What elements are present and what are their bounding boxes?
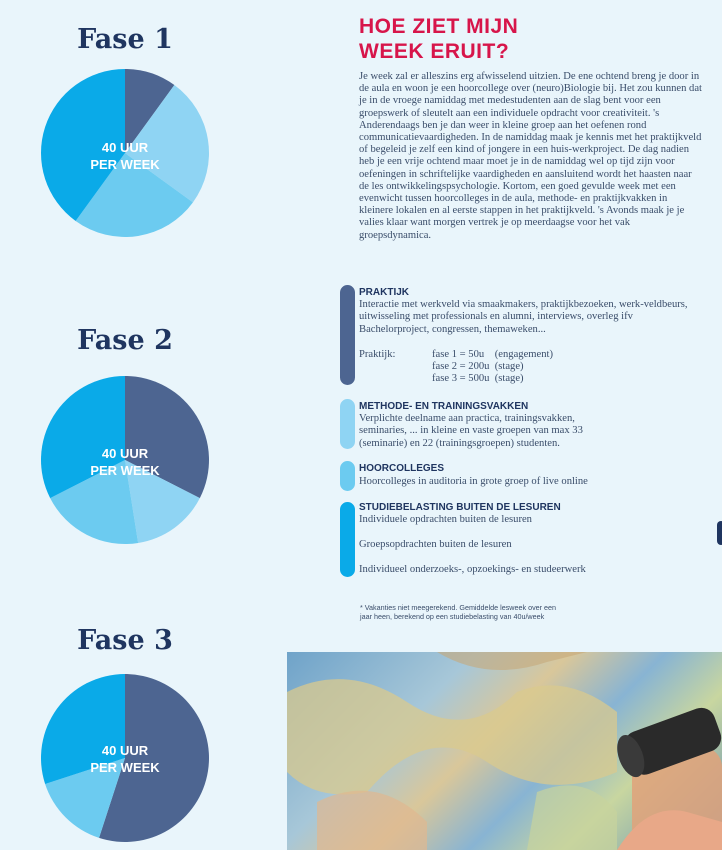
methode-title: METHODE- EN TRAININGSVAKKEN bbox=[359, 401, 529, 412]
photo-illustration bbox=[287, 652, 722, 850]
hoorcolleges-title: HOORCOLLEGES bbox=[359, 463, 445, 474]
praktijk-fase-3: fase 3 = 500u (stage) bbox=[432, 373, 524, 384]
praktijk-title: PRAKTIJK bbox=[359, 287, 410, 298]
footnote: * Vakanties niet meegerekend. Gemiddelde lesweek over een jaar heen, berekend op een studiebelasting van 40u/week bbox=[360, 603, 557, 621]
page-heading bbox=[359, 14, 659, 64]
pie-label-per-week: PER WEEK bbox=[90, 760, 160, 775]
fase-1-pie-label bbox=[40, 139, 210, 173]
intro-paragraph: Je week zal er alleszins erg afwisselend uitzien. De ene ochtend breng je door in de aula en woon je een hoorcollege over (neuro)Biologie bij. Het zou kunnen dat je in de vroege namiddag met medestudenten aan de slag bent voor een groepswerk of sleutelt aan een individuele opdracht voor creativiteit. 's Anderendaags ben je dan weer in kleine groep aan het oefenen rond communicatievaardigheden. In de namiddag maak je kennis met het praktijkveld of begeleid je zelf een kind of jongere in een huis-werkproject. De dag nadien heb je een vrije ochtend maar moet je in de namiddag wel op tijd zijn voor oefeningen in schriftelijke vaardigheden en aansluitend wordt het haasten naar de les ontwikkelingspsychologie. Kortom, een goed gevulde week met een evenwicht tussen hoorcolleges in de aula, methode- en praktijkvakken in kleinere lokalen en al eerste stappen in het praktijkveld. 's Avonds maak je je valies klaar want morgen vertrek je op meerdaagse voor het vak groepsdynamica. bbox=[359, 71, 703, 241]
pie-label-per-week: PER WEEK bbox=[90, 463, 160, 478]
pie-label-hours: 40 UUR bbox=[101, 743, 149, 758]
studiebelasting-item-1: Individuele opdrachten buiten de lesuren bbox=[359, 514, 532, 525]
pie-label-hours: 40 UUR bbox=[101, 446, 149, 461]
page-edge-tab bbox=[717, 521, 722, 545]
world-map-photo bbox=[287, 652, 722, 850]
praktijk-fase-2: fase 2 = 200u (stage) bbox=[432, 361, 524, 372]
fase-2-pie-label bbox=[40, 445, 210, 479]
studiebelasting-item-2: Groepsopdrachten buiten de lesuren bbox=[359, 539, 512, 550]
fase-3-pie-label bbox=[40, 742, 210, 776]
pie-label-hours: 40 UUR bbox=[101, 140, 149, 155]
fase-3-title: Fase 3 bbox=[77, 625, 173, 656]
methode-color-bar bbox=[340, 399, 355, 449]
praktijk-color-bar bbox=[340, 285, 355, 385]
studiebelasting-title: STUDIEBELASTING BUITEN DE LESUREN bbox=[359, 502, 561, 513]
page-heading-line-1: HOE ZIET MIJN bbox=[359, 15, 519, 38]
pie-label-per-week: PER WEEK bbox=[90, 157, 160, 172]
hoorcolleges-color-bar bbox=[340, 461, 355, 491]
praktijk-label: Praktijk: bbox=[359, 349, 396, 360]
fase-2-title: Fase 2 bbox=[77, 325, 173, 356]
methode-text: Verplichte deelname aan practica, trainingsvakken, seminaries, ... in kleine en vaste groepen van max 33 (seminarie) en 22 (trainingsgroepen) studenten. bbox=[359, 413, 583, 449]
praktijk-fase-1: fase 1 = 50u (engagement) bbox=[432, 349, 553, 360]
studiebelasting-item-3: Individueel onderzoeks-, opzoekings- en studeerwerk bbox=[359, 564, 586, 575]
praktijk-text: Interactie met werkveld via smaakmakers, praktijkbezoeken, werk-veldbeurs, uitwisseling met professionals en alumni, interviews, overleg ifv Bachelorproject, congressen, themaweken... bbox=[359, 299, 688, 335]
page-heading-line-2: WEEK ERUIT? bbox=[359, 40, 510, 63]
studiebelasting-color-bar bbox=[340, 502, 355, 577]
hoorcolleges-text: Hoorcolleges in auditoria in grote groep of live online bbox=[359, 476, 588, 487]
fase-1-title: Fase 1 bbox=[77, 24, 173, 55]
